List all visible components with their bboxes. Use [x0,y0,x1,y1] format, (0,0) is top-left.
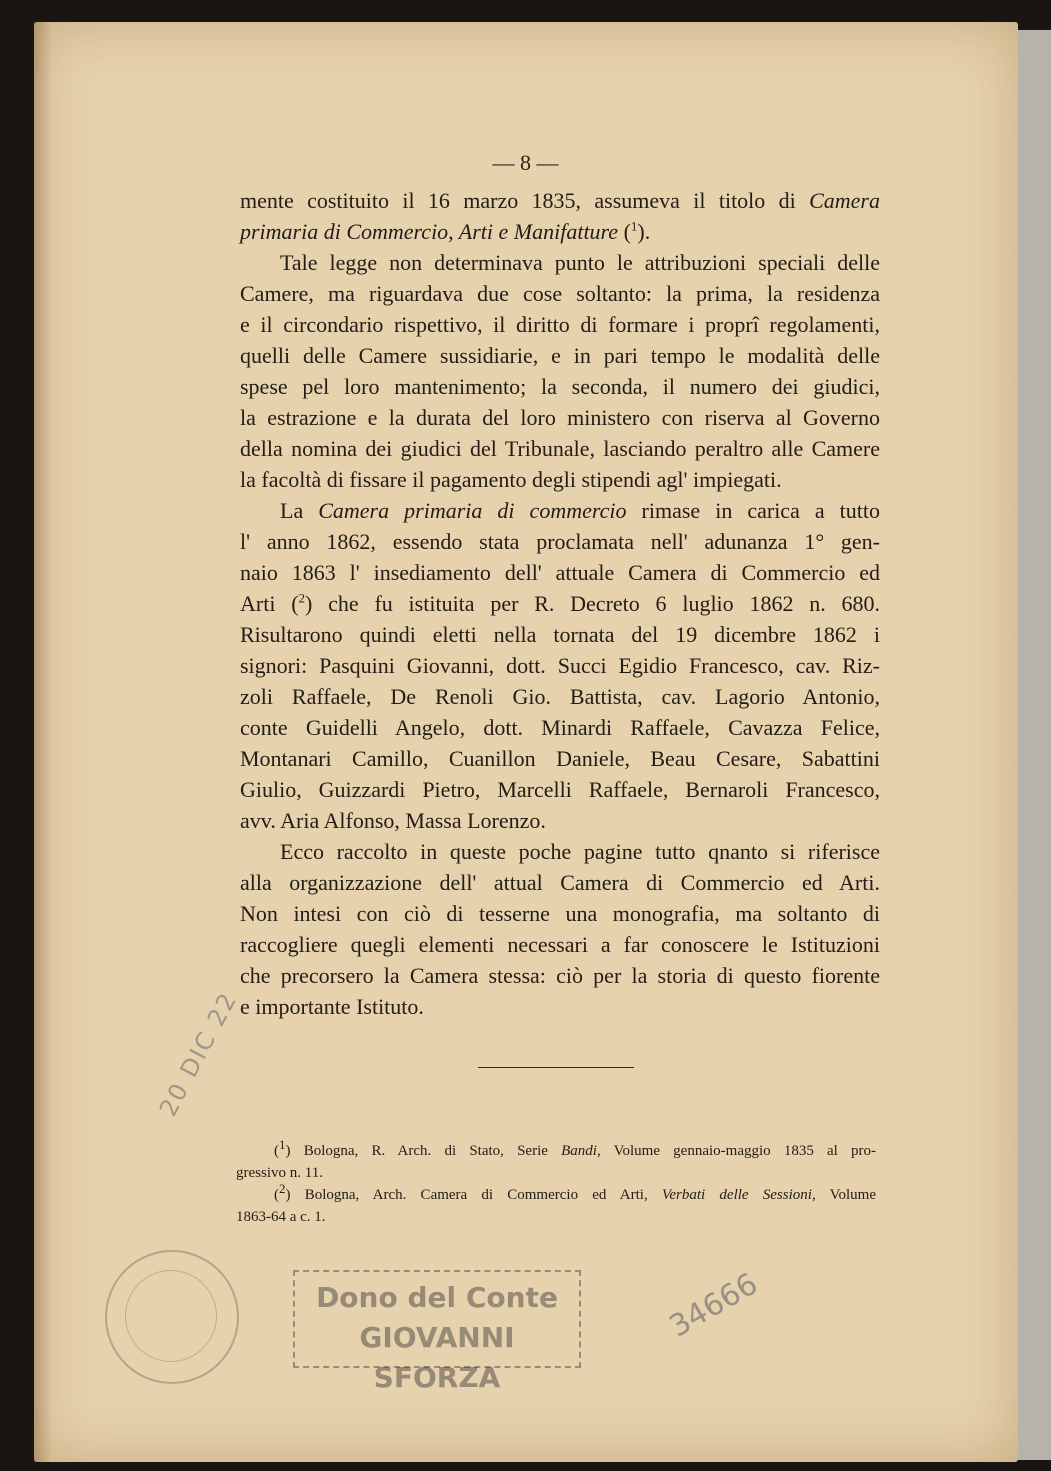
paragraph-1: mente costituito il 16 marzo 1835, assumeva il titolo di Camera primaria di Commercio, Arti e Manifatture ($^1$). [240,188,880,244]
page-fold-shadow [34,22,52,1462]
adjacent-page-edge [1017,30,1051,1460]
shelfmark-pencil: 34666 [663,1266,764,1345]
footnote-ref-2[interactable]: 2 [298,590,306,606]
footnote-1: ($^1$) Bologna, R. Arch. di Stato, Serie Bandi, Volume gennaio-maggio 1835 al pro- gressivo n. 11. [236,1137,876,1181]
page-number: — 8 — [492,150,559,175]
footnote-ref-1[interactable]: 1 [630,218,638,234]
donor-stamp [293,1270,581,1394]
body-text [240,185,880,1022]
footnote-separator [478,1067,634,1068]
paragraph-2: Tale legge non determinava punto le attribuzioni speciali delle Camere, ma riguardava due cose soltanto: la prima, la residenza e il circondario rispettivo, il diritto di formare i proprî regolamenti, quelli delle Camere sussidiarie, e in pari tempo le modalità delle spese pel loro mantenimento; la seconda, il numero dei giudici, la estrazione e la durata del loro ministero con riserva al Governo della nomina dei giudici del Tribunale, lasciando peraltro alle Camere la facoltà di fissare il pagamento degli stipendi agl' impiegati. [240,250,880,492]
paragraph-3: La Camera primaria di commercio rimase in carica a tutto l' anno 1862, essendo stata proclamata nell' adunanza 1° gen- naio 1863 l' insediamento dell' attuale Camera di Commercio ed Arti ($^2$) che fu istituita per R. Decreto 6 luglio 1862 n. 680. Risultarono quindi eletti nella tornata del 19 dicembre 1862 i signori: Pasquini Giovanni, dott. Succi Egidio Francesco, cav. Riz- zoli Raffaele, De Renoli Gio. Battista, cav. Lagorio Antonio, conte Guidelli Angelo, dott. Minardi Raffaele, Cavazza Felice, Montanari Camillo, Cuanillon Daniele, Beau Cesare, Sabattini Giulio, Guizzardi Pietro, Marcelli Raffaele, Bernaroli Francesco, avv. Aria Alfonso, Massa Lorenzo. [240,498,881,833]
footnotes [236,1137,876,1228]
footnote-2: ($^2$) Bologna, Arch. Camera di Commercio ed Arti, Verbati delle Sessioni, Volume 1863-64 a c. 1. [236,1181,876,1225]
paragraph-4: Ecco raccolto in queste poche pagine tutto qnanto si riferisce alla organizzazione dell' attual Camera di Commercio ed Arti. Non intesi con ciò di tesserne una monografia, ma soltanto di raccogliere quegli elementi necessari a far conoscere le Istituzioni che precorsero la Camera stessa: ciò per la storia di questo fiorente e importante Istituto. [240,839,880,1019]
donor-stamp-line-1: Dono del Conte [316,1281,558,1314]
donor-stamp-line-2: GIOVANNI SFORZA [359,1321,515,1394]
library-seal-inner [125,1270,217,1362]
date-stamp: 20 DIC 22 [153,987,243,1121]
